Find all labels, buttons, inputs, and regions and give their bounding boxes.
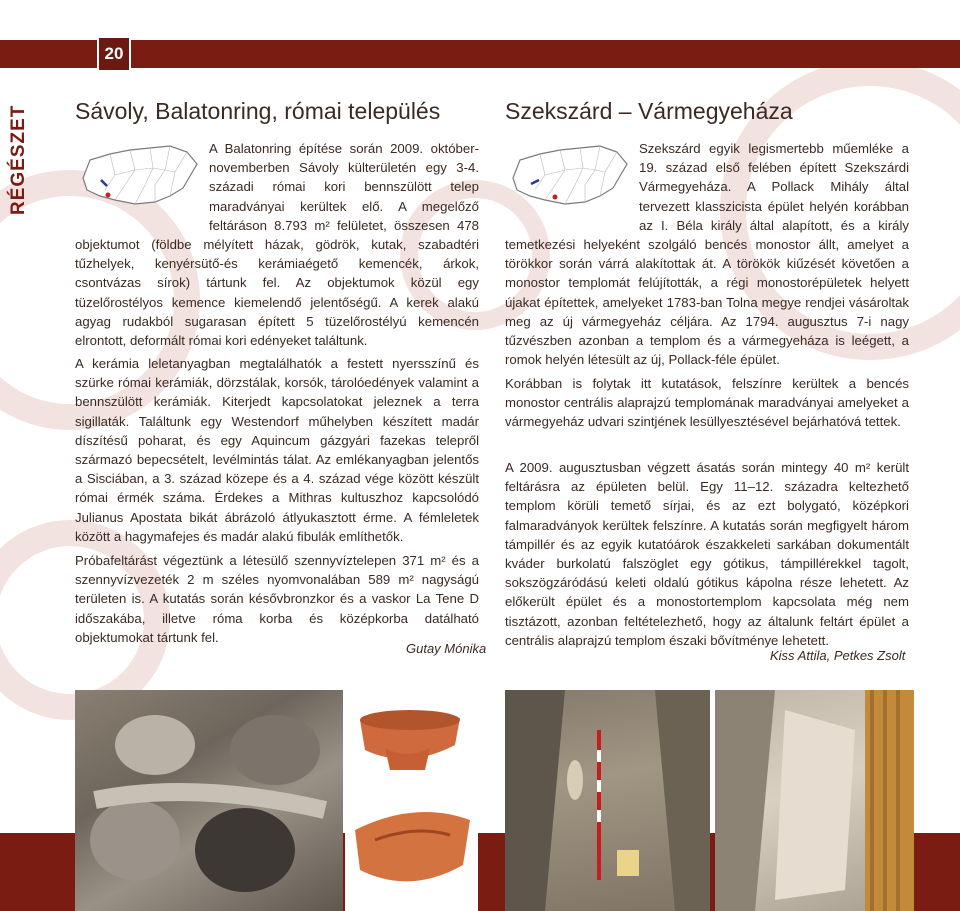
grave-illustration — [505, 690, 710, 911]
grave-excavation-photo — [505, 690, 710, 911]
kiln-illustration — [75, 690, 343, 911]
left-paragraph-2: A kerámia leletanyagban megtalálhatók a festett nyersszínű és szürke római kerámiák, dörzstálak, korsók, tárolóedények valamint a bennszülött kerámiák. Kiterjedt kapcsolatokat jeleznek a terra sigillaták. Találtunk egy Westendorf műhelyben készített madár díszítésű poharat, és egy Aquincum gázgyári fazekas telepről származó bepecsételt, levélmintás tálat. Az emlékanyagban jelentős a Sisciában, a 3. század közepe és a 4. század vége között készült római érmék száma. Érdekes a Mithras kultuszhoz kapcsolódó Julianus Apostata bikát ábrázoló átlyukasztott érme. A fémleletek között a hagymafejes és madár alakú fibulák említhetők. — [75, 356, 479, 544]
left-author: Gutay Mónika — [406, 641, 487, 656]
section-label: RÉGÉSZET — [8, 104, 29, 215]
wall-illustration — [715, 690, 914, 911]
pottery-bowl-photo — [345, 690, 478, 911]
left-intro-text: A Balatonring építése során 2009. október-novemberben Sávoly külterületén egy 3-4. századi római kori bennszülött telep maradványai kerültek elő. A megelőző feltáráson 8.793 m² felületet, összesen 478 objektumot (földbe mélyített házak, gödrök, kutak, szabadtéri tűzhelyek, kenyérsütő-és kerámiaégető kemencék, árkok, csontvázas sírok) tártunk fel. Az objektumok közül egy tüzelőrostélyos kemence kiemelendő jelentőségű. A kerek alakú agyag rudakból sugarasan épített 5 tüzelőrostélyú kemencén elrontott, deformált római kori edényeket találtunk. — [75, 141, 479, 349]
page-number: 20 — [97, 36, 131, 72]
right-article-title: Szekszárd – Vármegyeháza — [505, 98, 793, 124]
right-paragraph-3: A 2009. augusztusban végzett ásatás során mintegy 40 m² került feltárásra az épületen belül. Egy 11–12. századra keltezhető templom körüli temető sírjai, és az ezt bolygató, középkori falmaradványok kerültek felszínre. A kutatás során megfigyelt három támpillér és az egyik kutatóárok északkeleti sarkában dokumentált kváder burkolatú falszöglet egy gótikus, támpillérekkel tagolt, sokszögzáródású keleti oldalú gótikus kápolna része lehetett. Az előkerült épület és a monostortemplom kapcsolata még nem tisztázott, azonban feltételezhető, hogy az általunk feltárt épület a centrális alaprajzú templom északi bővítménye lehetett. — [505, 460, 909, 648]
pottery-illustration — [345, 690, 478, 911]
header-bar — [0, 40, 960, 68]
right-intro-text: Szekszárd egyik legismertebb műemléke a 19. század első felében épített Szekszárdi Vármegyeháza. A Pollack Mihály által tervezett klasszicista épület helyén korábban az I. Béla király által alapított, és a király temetkezési helyeként szolgáló bencés monostor állt, amelyet a törökkor során várrá alakítottak át. A törökök kiűzését követően a monostor templomát felújították, a régi monostorépületek helyett újakat építettek, amelyeket 1783-ban Tolna megye rendjei vásároltak meg az új vármegyeház céljára. Az 1794. augusztus 7-i nagy tűzvészben azonban a templom és a vármegyeháza is leégett, a romok helyén létesült az új, Pollack-féle épület. — [505, 141, 909, 368]
left-paragraph-3: Próbafeltárást végeztünk a létesülő szennyvíztelepen 371 m² és a szennyvízvezeték 2 m széles nyomvonalában 589 m² nagyságú területen is. A kutatás során késővbronzkor és a vaskor La Tene D időszakába, illetve róma korba és középkorba datálható objektumokat tártunk fel. — [75, 553, 479, 645]
right-paragraph-2: Korábban is folytak itt kutatások, felszínre kerültek a bencés monostor centrális alaprajzú templomának maradványai amelyeket a vármegyeház udvari szintjének lesüllyesztésével bejárhatóvá tettek. — [505, 376, 909, 430]
excavation-photo-kiln — [75, 690, 343, 911]
wall-remains-photo — [715, 690, 914, 911]
left-article-title: Sávoly, Balatonring, római település — [75, 98, 441, 124]
right-author: Kiss Attila, Petkes Zsolt — [770, 648, 906, 663]
map-spacer — [505, 139, 639, 233]
map-spacer — [75, 139, 209, 233]
